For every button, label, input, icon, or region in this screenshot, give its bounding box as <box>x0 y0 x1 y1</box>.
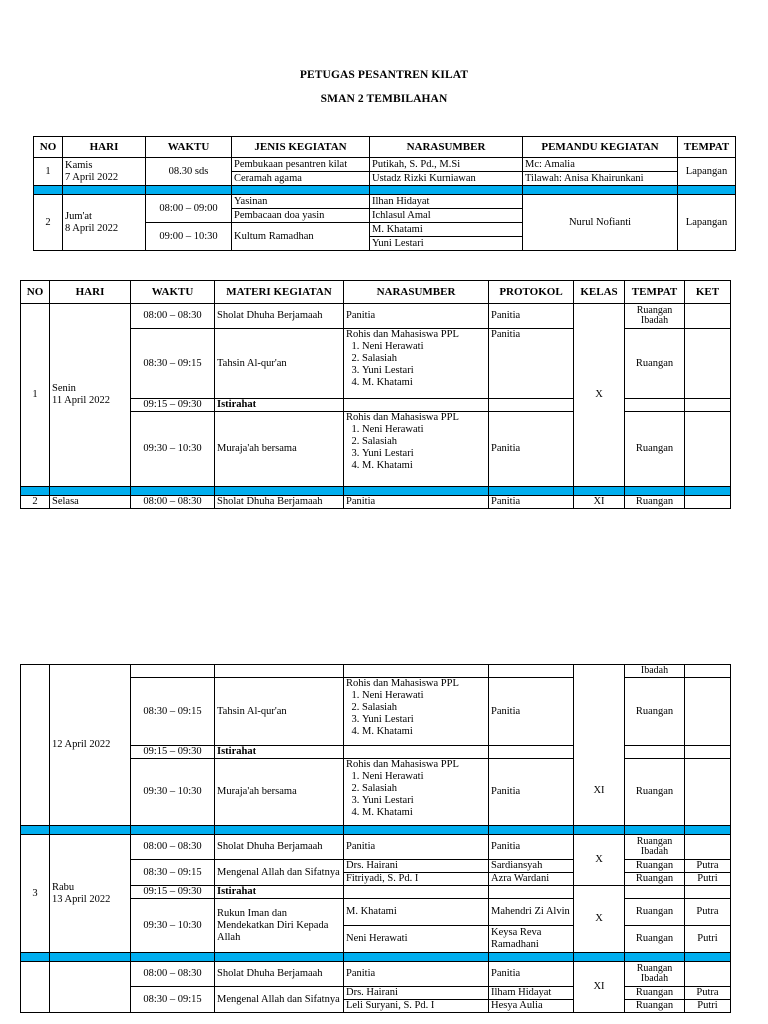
cell-ket <box>685 412 731 487</box>
cell-materi: Sholat Dhuha Berjamaah <box>215 962 344 987</box>
table-row <box>21 962 731 987</box>
separator-row <box>34 186 736 195</box>
cell-narasumber: Fitriyadi, S. Pd. I <box>344 873 489 886</box>
day-date: 13 April 2022 <box>52 893 111 905</box>
cell-hari <box>63 195 146 251</box>
cell-kelas: X <box>574 835 625 886</box>
cell-waktu: 09:00 – 10:30 <box>146 223 232 251</box>
cell-waktu <box>131 665 215 678</box>
cell-tempat: Ruangan Ibadah <box>625 835 685 860</box>
cell-ket <box>685 304 731 329</box>
cell-narasumber <box>344 412 489 487</box>
cell-pemandu: Mc: Amalia <box>523 158 678 172</box>
cell-tempat: Ruangan <box>625 873 685 886</box>
cell-materi: Tahsin Al-qur'an <box>215 329 344 399</box>
cell-kelas <box>574 665 625 826</box>
list-item: 2. Salasiah <box>362 783 486 795</box>
cell-materi: Mengenal Allah dan Sifatnya <box>215 860 344 886</box>
cell-tempat <box>625 886 685 899</box>
table-header-row <box>21 281 731 304</box>
document-subtitle: SMAN 2 TEMBILAHAN <box>320 93 448 105</box>
list-item: 3. Yuni Lestari <box>362 448 486 460</box>
cell-narasumber <box>344 678 489 746</box>
cell-narasumber <box>344 399 489 412</box>
cell-narasumber: Panitia <box>344 835 489 860</box>
cell-ket <box>685 496 731 509</box>
col-header: HARI <box>63 137 146 158</box>
cell-kegiatan: Pembukaan pesantren kilat <box>232 158 370 172</box>
cell-kegiatan: Pembacaan doa yasin <box>232 209 370 223</box>
cell-tempat: Ruangan <box>625 496 685 509</box>
col-header: HARI <box>50 281 131 304</box>
cell-narasumber: Yuni Lestari <box>370 237 523 251</box>
cell-tempat: Ruangan <box>625 899 685 926</box>
cell-waktu: 09:15 – 09:30 <box>131 886 215 899</box>
table-row <box>21 665 731 678</box>
cell-materi: Istirahat <box>215 399 344 412</box>
list-item: 4. M. Khatami <box>362 726 486 738</box>
cell-no: 2 <box>21 496 50 509</box>
cell-waktu: 09:15 – 09:30 <box>131 746 215 759</box>
cell-materi: Muraja'ah bersama <box>215 759 344 826</box>
cell-narasumber: M. Khatami <box>344 899 489 926</box>
narasumber-list <box>346 424 486 472</box>
cell-protokol: Keysa Reva Ramadhani <box>489 926 574 953</box>
day-name: Jum'at <box>65 210 92 222</box>
col-header: WAKTU <box>131 281 215 304</box>
cell-narasumber: Ilhan Hidayat <box>370 195 523 209</box>
cell-materi: Sholat Dhuha Berjamaah <box>215 835 344 860</box>
cell-kelas: X <box>574 886 625 953</box>
cell-ket: Putra <box>685 899 731 926</box>
cell-kelas: X <box>574 304 625 487</box>
cell-narasumber <box>344 665 489 678</box>
cell-waktu: 08:30 – 09:15 <box>131 678 215 746</box>
cell-ket: Putri <box>685 926 731 953</box>
cell-waktu: 08:00 – 08:30 <box>131 496 215 509</box>
cell-kegiatan: Yasinan <box>232 195 370 209</box>
cell-hari: Selasa <box>50 496 131 509</box>
cell-narasumber: M. Khatami <box>370 223 523 237</box>
cell-protokol: Panitia <box>489 678 574 746</box>
list-item: 3. Yuni Lestari <box>362 714 486 726</box>
cell-kelas: XI <box>574 496 625 509</box>
cell-ket <box>685 678 731 746</box>
cell-protokol: Sardiansyah <box>489 860 574 873</box>
cell-protokol: Panitia <box>489 496 574 509</box>
cell-waktu: 08:00 – 08:30 <box>131 835 215 860</box>
cell-ket <box>685 835 731 860</box>
table-row <box>21 496 731 509</box>
col-header: WAKTU <box>146 137 232 158</box>
cell-protokol: Hesya Aulia <box>489 1000 574 1013</box>
cell-no <box>21 962 50 1013</box>
cell-ket: Putra <box>685 860 731 873</box>
cell-materi: Istirahat <box>215 746 344 759</box>
cell-no: 2 <box>34 195 63 251</box>
cell-narasumber: Drs. Hairani <box>344 860 489 873</box>
cell-tempat: Ruangan <box>625 926 685 953</box>
table-row <box>21 835 731 860</box>
cell-no <box>21 665 50 826</box>
cell-hari <box>63 158 146 186</box>
col-header: TEMPAT <box>625 281 685 304</box>
cell-narasumber: Panitia <box>344 962 489 987</box>
cell-ket <box>685 329 731 399</box>
cell-materi: Muraja'ah bersama <box>215 412 344 487</box>
col-header: KET <box>685 281 731 304</box>
cell-ket <box>685 886 731 899</box>
cell-tempat: Ruangan <box>625 329 685 399</box>
list-item: 3. Yuni Lestari <box>362 795 486 807</box>
cell-narasumber: Putikah, S. Pd., M.Si <box>370 158 523 172</box>
cell-ket: Putra <box>685 987 731 1000</box>
cell-tempat: Ruangan <box>625 1000 685 1013</box>
document-title: PETUGAS PESANTREN KILAT <box>299 69 469 81</box>
cell-waktu: 09:30 – 10:30 <box>131 412 215 487</box>
list-item: 1. Neni Herawati <box>362 690 486 702</box>
cell-protokol: Panitia <box>489 962 574 987</box>
cell-narasumber <box>344 746 489 759</box>
cell-tempat: Ruangan <box>625 412 685 487</box>
cell-waktu: 09:30 – 10:30 <box>131 899 215 953</box>
list-item: 4. M. Khatami <box>362 807 486 819</box>
day-name: Senin <box>52 383 76 394</box>
cell-narasumber <box>344 329 489 399</box>
cell-tempat: Ruangan <box>625 860 685 873</box>
cell-protokol <box>489 399 574 412</box>
cell-waktu: 08.30 sds <box>146 158 232 186</box>
cell-ket <box>685 665 731 678</box>
cell-materi <box>215 665 344 678</box>
cell-pemandu: Nurul Nofianti <box>523 195 678 251</box>
col-header: TEMPAT <box>678 137 736 158</box>
col-header: NARASUMBER <box>344 281 489 304</box>
cell-protokol: Panitia <box>489 304 574 329</box>
list-item: 1. Neni Herawati <box>362 424 486 436</box>
cell-tempat: Ruangan Ibadah <box>625 962 685 987</box>
cell-narasumber <box>344 759 489 826</box>
cell-waktu: 09:15 – 09:30 <box>131 399 215 412</box>
cell-tempat: Ruangan Ibadah <box>625 304 685 329</box>
table-row <box>21 304 731 329</box>
cell-narasumber: Leli Suryani, S. Pd. I <box>344 1000 489 1013</box>
col-header: JENIS KEGIATAN <box>232 137 370 158</box>
cell-tempat: Lapangan <box>678 195 736 251</box>
list-item: 4. M. Khatami <box>362 377 486 389</box>
day-date: 8 April 2022 <box>65 222 119 234</box>
col-header: KELAS <box>574 281 625 304</box>
cell-narasumber: Panitia <box>344 304 489 329</box>
cell-waktu: 08:30 – 09:15 <box>131 860 215 886</box>
cell-hari <box>50 835 131 953</box>
cell-ket <box>685 399 731 412</box>
cell-protokol: Azra Wardani <box>489 873 574 886</box>
cell-protokol <box>489 665 574 678</box>
cell-materi: Istirahat <box>215 886 344 899</box>
cell-materi: Tahsin Al-qur'an <box>215 678 344 746</box>
day-name: Kamis <box>65 159 93 171</box>
table-header-row <box>34 137 736 158</box>
cell-materi: Mengenal Allah dan Sifatnya <box>215 987 344 1013</box>
cell-materi: Rukun Iman dan Mendekatkan Diri Kepada Allah <box>215 899 344 953</box>
cell-protokol: Mahendri Zi Alvin <box>489 899 574 926</box>
cell-tempat: Ruangan <box>625 678 685 746</box>
col-header: NO <box>21 281 50 304</box>
cell-ket <box>685 962 731 987</box>
cell-tempat: Lapangan <box>678 158 736 186</box>
cell-protokol <box>489 746 574 759</box>
day-date: 7 April 2022 <box>65 171 119 183</box>
narasumber-heading: Rohis dan Mahasiswa PPL <box>346 759 459 770</box>
kelas-value: XI <box>593 785 605 796</box>
cell-kelas: XI <box>574 962 625 1013</box>
cell-tempat <box>625 399 685 412</box>
cell-waktu: 09:30 – 10:30 <box>131 759 215 826</box>
day-name: Rabu <box>52 881 75 893</box>
cell-tempat <box>625 746 685 759</box>
cell-ket: Putri <box>685 873 731 886</box>
cell-hari <box>50 665 131 826</box>
cell-narasumber: Panitia <box>344 496 489 509</box>
cell-waktu: 08:00 – 08:30 <box>131 962 215 987</box>
cell-pemandu: Tilawah: Anisa Khairunkani <box>523 172 678 186</box>
day-date: 12 April 2022 <box>52 739 111 750</box>
cell-narasumber: Drs. Hairani <box>344 987 489 1000</box>
day-date: 11 April 2022 <box>52 395 110 406</box>
narasumber-list <box>346 771 486 819</box>
schedule-table-3 <box>20 664 731 1013</box>
cell-ket <box>685 759 731 826</box>
cell-protokol: Panitia <box>489 759 574 826</box>
cell-narasumber: Neni Herawati <box>344 926 489 953</box>
cell-ket <box>685 746 731 759</box>
cell-hari <box>50 962 131 1013</box>
schedule-table-1 <box>33 136 736 251</box>
cell-no: 3 <box>21 835 50 953</box>
cell-protokol: Panitia <box>489 835 574 860</box>
cell-protokol: Panitia <box>489 329 574 399</box>
list-item: 4. M. Khatami <box>362 460 486 472</box>
cell-waktu: 08:00 – 08:30 <box>131 304 215 329</box>
col-header: PEMANDU KEGIATAN <box>523 137 678 158</box>
separator-row <box>21 487 731 496</box>
col-header: NARASUMBER <box>370 137 523 158</box>
table-row <box>34 195 736 209</box>
narasumber-heading: Rohis dan Mahasiswa PPL <box>346 412 459 423</box>
col-header: PROTOKOL <box>489 281 574 304</box>
cell-waktu: 08:30 – 09:15 <box>131 987 215 1013</box>
cell-no: 1 <box>21 304 50 487</box>
cell-waktu: 08:30 – 09:15 <box>131 329 215 399</box>
cell-materi: Sholat Dhuha Berjamaah <box>215 304 344 329</box>
cell-narasumber: Ichlasul Amal <box>370 209 523 223</box>
cell-narasumber: Ustadz Rizki Kurniawan <box>370 172 523 186</box>
list-item: 1. Neni Herawati <box>362 341 486 353</box>
separator-row <box>21 826 731 835</box>
list-item: 2. Salasiah <box>362 436 486 448</box>
separator-row <box>21 953 731 962</box>
cell-no: 1 <box>34 158 63 186</box>
cell-ket: Putri <box>685 1000 731 1013</box>
cell-hari <box>50 304 131 487</box>
cell-kegiatan: Ceramah agama <box>232 172 370 186</box>
schedule-table-2 <box>20 280 731 509</box>
list-item: 2. Salasiah <box>362 702 486 714</box>
cell-narasumber <box>344 886 489 899</box>
cell-protokol <box>489 886 574 899</box>
col-header: NO <box>34 137 63 158</box>
cell-protokol: Ilham Hidayat <box>489 987 574 1000</box>
cell-protokol: Panitia <box>489 412 574 487</box>
narasumber-list <box>346 690 486 738</box>
cell-kegiatan: Kultum Ramadhan <box>232 223 370 251</box>
cell-tempat: Ibadah <box>625 665 685 678</box>
list-item: 1. Neni Herawati <box>362 771 486 783</box>
cell-waktu: 08:00 – 09:00 <box>146 195 232 223</box>
table-row <box>34 158 736 172</box>
cell-materi: Sholat Dhuha Berjamaah <box>215 496 344 509</box>
list-item: 2. Salasiah <box>362 353 486 365</box>
cell-tempat: Ruangan <box>625 759 685 826</box>
col-header: MATERI KEGIATAN <box>215 281 344 304</box>
cell-tempat: Ruangan <box>625 987 685 1000</box>
narasumber-heading: Rohis dan Mahasiswa PPL <box>346 329 459 340</box>
list-item: 3. Yuni Lestari <box>362 365 486 377</box>
narasumber-list <box>346 341 486 389</box>
narasumber-heading: Rohis dan Mahasiswa PPL <box>346 678 459 689</box>
